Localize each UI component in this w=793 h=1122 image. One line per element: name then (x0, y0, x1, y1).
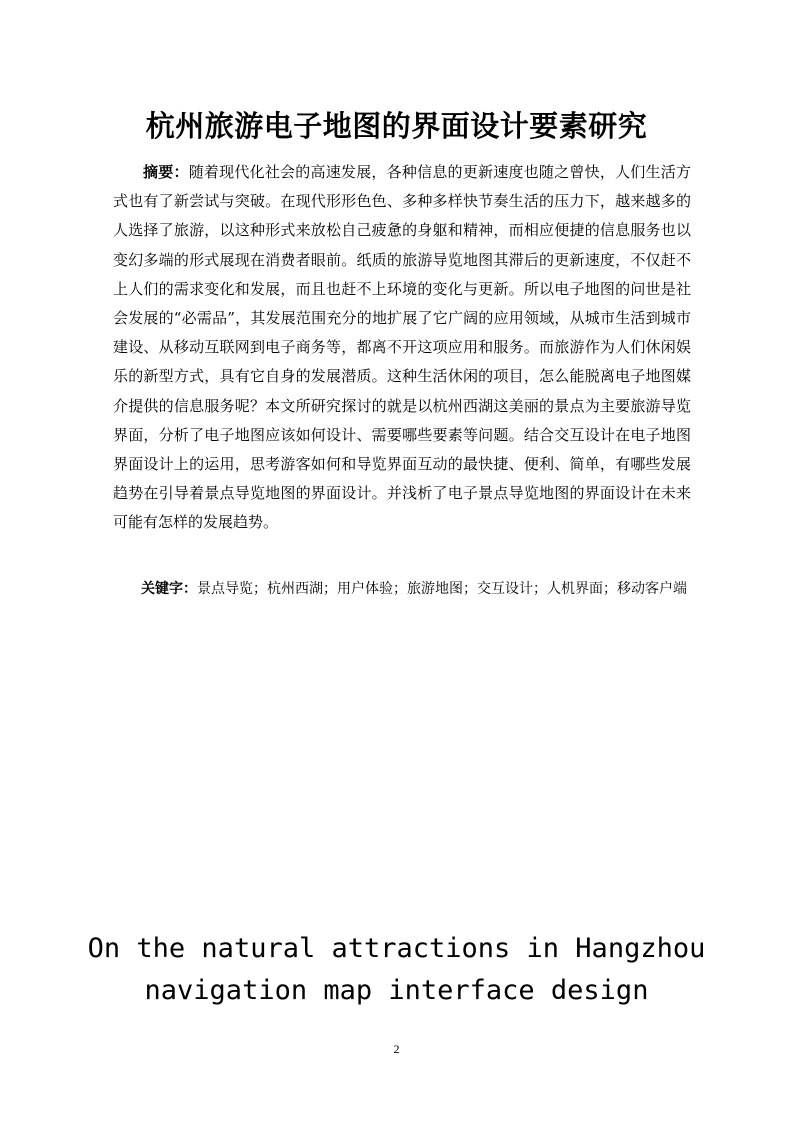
chinese-title: 杭州旅游电子地图的界面设计要素研究 (145, 109, 648, 143)
english-title-line-2: navigation map interface design (144, 975, 649, 1006)
abstract-paragraph (113, 158, 691, 538)
abstract-text: 随着现代化社会的高速发展，各种信息的更新速度也随之曾快，人们生活方式也有了新尝试与突破。在现代形形色色、多种多样快节奏生活的压力下，越来越多的人选择了旅游，以这种形式来放松自己疲惫的身躯和精神，而相应便捷的信息服务也以变幻多端的形式展现在消费者眼前。纸质的旅游导览地图其滞后的更新速度，不仅赶不上人们的需求变化和发展，而且也赶不上环境的变化与更新。所以电子地图的问世是社会发展的“必需品”，其发展范围充分的地扩展了它广阔的应用领域，从城市生活到城市建设、从移动互联网到电子商务等，都离不开这项应用和服务。而旅游作为人们休闲娱乐的新型方式，具有它自身的发展潜质。这种生活休闲的项目，怎么能脱离电子地图媒介提供的信息服务呢？本文所研究探讨的就是以杭州西湖这美丽的景点为主要旅游导览界面，分析了电子地图应该如何设计、需要哪些要素等问题。结合交互设计在电子地图界面设计上的运用，思考游客如何和导览界面互动的最快捷、便利、简单，有哪些发展趋势在引导着景点导览地图的界面设计。并浅析了电子景点导览地图的界面设计在未来可能有怎样的发展趋势。 (113, 163, 691, 532)
keywords-text: 景点导览；杭州西湖；用户体验；旅游地图；交互设计；人机界面；移动客户端 (197, 581, 687, 597)
keywords-label: 关键字： (141, 581, 197, 597)
abstract-label: 摘要： (143, 163, 189, 181)
english-title-line-1: On the natural attractions in Hangzhou (87, 933, 706, 964)
keywords-paragraph (113, 575, 691, 604)
page-number: 2 (393, 1042, 400, 1056)
english-title (0, 928, 793, 1012)
